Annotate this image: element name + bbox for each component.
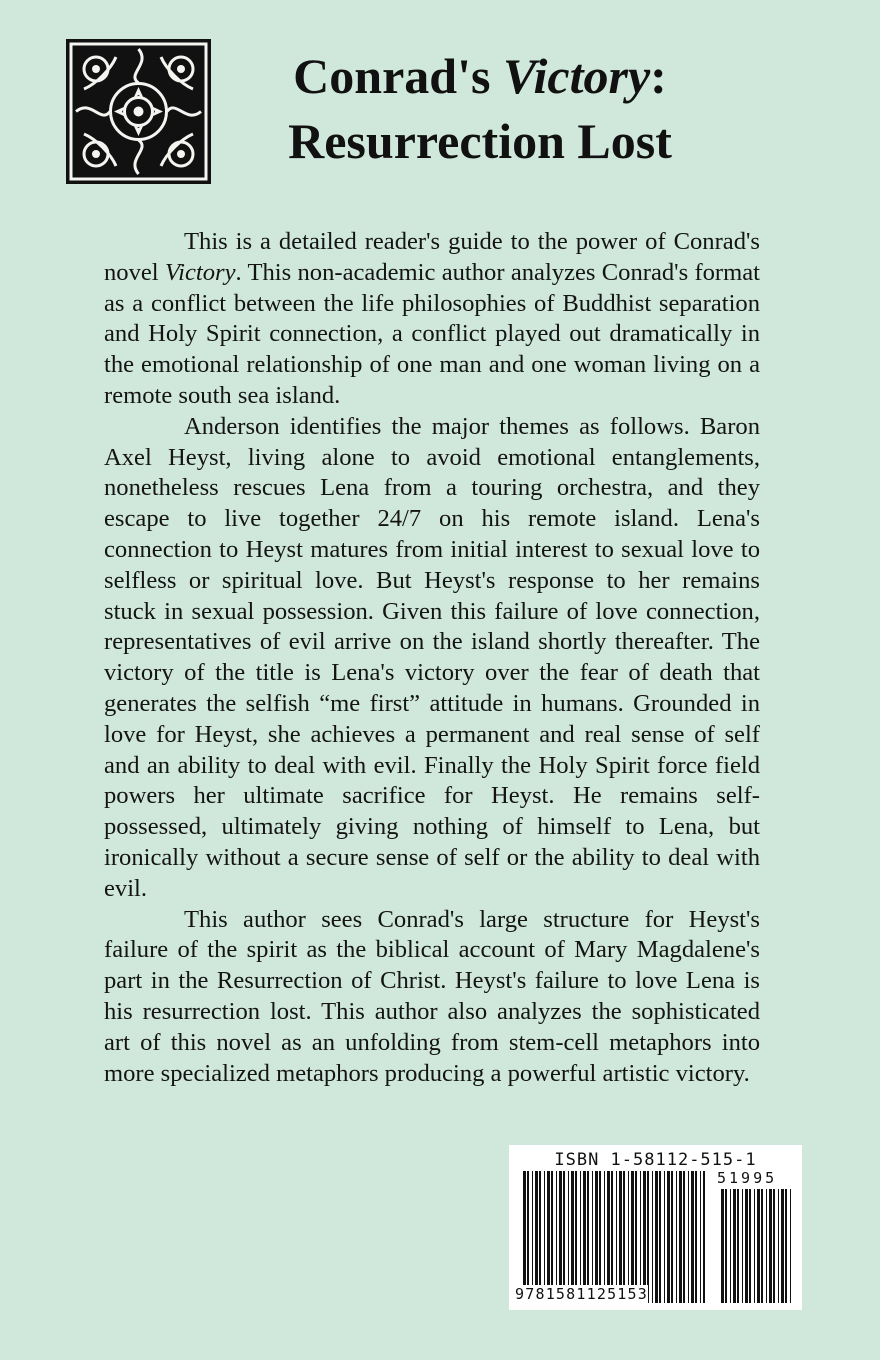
p1-b: . This non-academic author analyzes Conrad's format as a conflict between the life philosophies of Buddhist separation and Holy Spirit connection, a conflict played out dramatically in the emotional relationship of one man and one woman living on a remote south sea island. — [104, 258, 761, 409]
barcode-bar — [790, 1189, 791, 1303]
barcode-bar — [781, 1189, 784, 1303]
blurb-text — [104, 227, 760, 1089]
barcode-bar — [580, 1171, 581, 1303]
barcode-bar — [683, 1171, 685, 1303]
barcode-bar — [628, 1171, 629, 1303]
barcode-bar — [676, 1171, 677, 1303]
title-part2: : — [650, 48, 667, 104]
ean-digits: 9781581125153 — [515, 1285, 648, 1303]
barcode-bar — [571, 1171, 574, 1303]
barcode-bar — [652, 1171, 653, 1303]
barcode-bar — [599, 1171, 601, 1303]
barcode-bar — [667, 1171, 670, 1303]
book-title — [230, 44, 730, 174]
barcode-bar — [556, 1171, 557, 1303]
p1-italic: Victory — [164, 258, 236, 286]
barcode-bar — [733, 1189, 736, 1303]
barcode-bar — [679, 1171, 682, 1303]
barcode-bar — [547, 1171, 550, 1303]
barcode-bar — [695, 1171, 697, 1303]
barcode-bar — [773, 1189, 775, 1303]
barcode-bar — [688, 1171, 689, 1303]
title-line2: Resurrection Lost — [288, 113, 672, 169]
barcode-bar — [535, 1171, 538, 1303]
barcode-bar — [766, 1189, 767, 1303]
barcode-bar — [623, 1171, 625, 1303]
barcode-bar — [635, 1171, 637, 1303]
barcode-bar — [544, 1171, 545, 1303]
barcode-bar — [742, 1189, 743, 1303]
barcode-bar — [778, 1189, 779, 1303]
title-part1: Conrad's — [293, 48, 503, 104]
title-italic: Victory — [502, 48, 651, 104]
ornament-tile — [66, 39, 211, 184]
barcode-bar — [725, 1189, 727, 1303]
barcode-bar — [703, 1171, 705, 1303]
barcode-bar — [587, 1171, 589, 1303]
barcode-bar — [604, 1171, 605, 1303]
barcode-bar — [631, 1171, 634, 1303]
barcode-bar — [745, 1189, 748, 1303]
barcode-bar — [785, 1189, 787, 1303]
barcode-bar — [563, 1171, 565, 1303]
barcode-bar — [659, 1171, 661, 1303]
barcode-bar — [559, 1171, 562, 1303]
barcode-bar — [721, 1189, 724, 1303]
barcode-bar — [568, 1171, 569, 1303]
barcode-bar — [527, 1171, 529, 1303]
barcode-bar — [611, 1171, 613, 1303]
barcode-bar — [539, 1171, 541, 1303]
barcode-bar — [761, 1189, 763, 1303]
barcode-bar — [664, 1171, 665, 1303]
barcode-bar — [619, 1171, 622, 1303]
barcode-bar — [640, 1171, 641, 1303]
blurb-paragraph-1 — [104, 227, 760, 412]
p1-a: This is a detailed reader's guide to the power of Conrad's novel — [104, 228, 760, 286]
barcode-bar — [551, 1171, 553, 1303]
barcode-bar — [655, 1171, 658, 1303]
barcode-bar — [754, 1189, 755, 1303]
isbn-label: ISBN 1-58112-515-1 — [554, 1150, 757, 1170]
barcode-bar — [769, 1189, 772, 1303]
barcode-box — [509, 1145, 802, 1310]
barcode-bar — [647, 1171, 649, 1303]
barcode-bar — [583, 1171, 586, 1303]
barcode-bar — [575, 1171, 577, 1303]
price-code: 51995 — [717, 1169, 778, 1187]
barcode-bar — [749, 1189, 751, 1303]
barcode-bar — [607, 1171, 610, 1303]
barcode-bar — [532, 1171, 533, 1303]
barcode-bar — [730, 1189, 731, 1303]
blurb-paragraph-3: This author sees Conrad's large structure for Heyst's failure of the spirit as the biblical account of Mary Magdalene's part in the Resurrection of Christ. Heyst's failure to love Lena is his resurrection lost. This author also analyzes the sophisticated art of this novel as an unfolding from stem-cell metaphors into more specialized metaphors producing a powerful artistic victory. — [104, 905, 760, 1087]
barcode-bar — [737, 1189, 739, 1303]
barcode-bar — [671, 1171, 673, 1303]
barcode-bar — [691, 1171, 694, 1303]
barcode-bar — [643, 1171, 646, 1303]
barcode-bar — [616, 1171, 617, 1303]
barcode-bar — [592, 1171, 593, 1303]
barcode-bar — [700, 1171, 701, 1303]
barcode-bar — [523, 1171, 526, 1303]
barcode-bar — [757, 1189, 760, 1303]
barcode-bar — [595, 1171, 598, 1303]
blurb-paragraph-2: Anderson identifies the major themes as follows. Baron Axel Heyst, living alone to avoid emotional entanglements, nonetheless rescues Lena from a touring orchestra, and they escape to live together 24/7 on his remote island. Lena's connection to Heyst matures from initial interest to sexual love to selfless or spiritual love. But Heyst's response to her remains stuck in sexual possession. Given this failure of love connection, representatives of evil arrive on the island shortly thereafter. The victory of the title is Lena's victory over the fear of death that generates the selfish “me first” attitude in humans. Grounded in love for Heyst, she achieves a permanent and real sense of self and an ability to deal with evil. Finally the Holy Spirit force field powers her ultimate sacrifice for Heyst. He remains self-possessed, ultimately giving nothing of himself to Lena, but ironically without a secure sense of self or the ability to deal with evil. — [104, 412, 760, 902]
